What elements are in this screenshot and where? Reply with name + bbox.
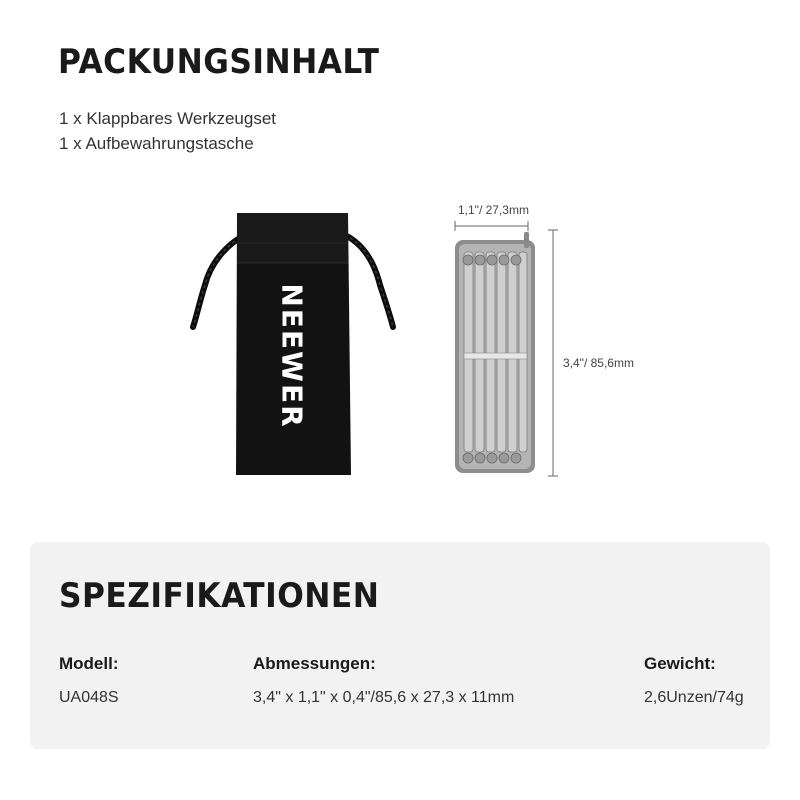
spec-dimensions xyxy=(253,654,514,707)
specifications-panel xyxy=(30,542,770,749)
spec-dimensions-label: Abmessungen: xyxy=(253,654,376,673)
spec-model-value: UA048S xyxy=(59,689,119,706)
spec-weight-label: Gewicht: xyxy=(644,654,716,673)
spec-model xyxy=(59,654,119,707)
spec-weight-value: 2,6Unzen/74g xyxy=(644,689,744,706)
pouch-brand-logo: NEEWER xyxy=(275,283,309,429)
spec-model-label: Modell: xyxy=(59,654,119,673)
tool-height-label: 3,4"/ 85,6mm xyxy=(563,356,634,370)
spec-weight xyxy=(644,654,744,707)
tool-width-label: 1,1"/ 27,3mm xyxy=(458,203,529,217)
package-title: PACKUNGSINHALT xyxy=(58,42,380,82)
package-contents-list xyxy=(59,106,276,156)
package-item-pouch: 1 x Aufbewahrungstasche xyxy=(59,134,254,153)
package-item-toolset: 1 x Klappbares Werkzeugset xyxy=(59,109,277,128)
spec-dimensions-value: 3,4" x 1,1" x 0,4"/85,6 x 27,3 x 11mm xyxy=(253,689,515,706)
specs-title: SPEZIFIKATIONEN xyxy=(59,576,380,616)
folding-tool-image xyxy=(440,200,670,490)
